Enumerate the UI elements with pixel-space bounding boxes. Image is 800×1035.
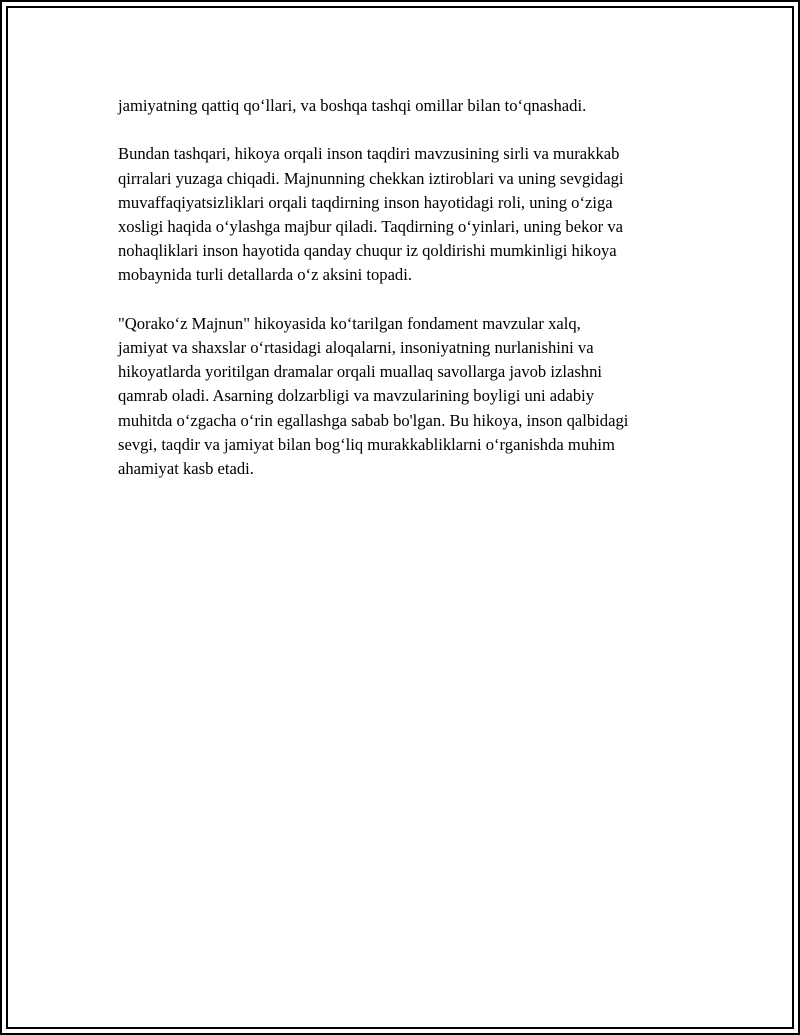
text-line: ahamiyat kasb etadi. <box>118 459 254 479</box>
text-line: "Qorako‘z Majnun" hikoyasida ko‘tarilgan fondament mavzular xalq, <box>118 313 581 333</box>
text-line: xosligi haqida o‘ylashga majbur qiladi. Taqdirning o‘yinlari, uning bekor va <box>118 217 623 236</box>
paragraph-2 <box>118 142 698 287</box>
text-line: muhitda o‘zgacha o‘rin egallashga sabab bo'lgan. Bu hikoya, inson qalbidagi <box>118 410 629 430</box>
paragraph-3 <box>118 312 698 481</box>
text-line: mobaynida turli detallarda o‘z aksini topadi. <box>118 265 412 285</box>
text-line: muvaffaqiyatsizliklari orqali taqdirning inson hayotidagi roli, uning o‘ziga <box>118 192 613 212</box>
text-line: qirralari yuzaga chiqadi. Majnunning chekkan iztiroblari va uning sevgidagi <box>118 168 624 188</box>
text-line: jamiyatning qattiq qo‘llari, va boshqa tashqi omillar bilan to‘qnashadi. <box>118 96 587 115</box>
paragraph-1 <box>118 94 698 118</box>
text-line: sevgi, taqdir va jamiyat bilan bog‘liq murakkabliklarni o‘rganishda muhim <box>118 434 615 454</box>
text-line: jamiyat va shaxslar o‘rtasidagi aloqalarni, insoniyatning nurlanishini va <box>118 338 594 357</box>
text-line: Bundan tashqari, hikoya orqali inson taqdiri mavzusining sirli va murakkab <box>118 144 620 164</box>
text-line: nohaqliklari inson hayotida qanday chuqur iz qoldirishi mumkinligi hikoya <box>118 241 617 261</box>
document-body <box>118 94 698 505</box>
text-line: hikoyatlarda yoritilgan dramalar orqali muallaq savollarga javob izlashni <box>118 362 602 382</box>
text-line: qamrab oladi. Asarning dolzarbligi va mavzularining boyligi uni adabiy <box>118 386 595 406</box>
